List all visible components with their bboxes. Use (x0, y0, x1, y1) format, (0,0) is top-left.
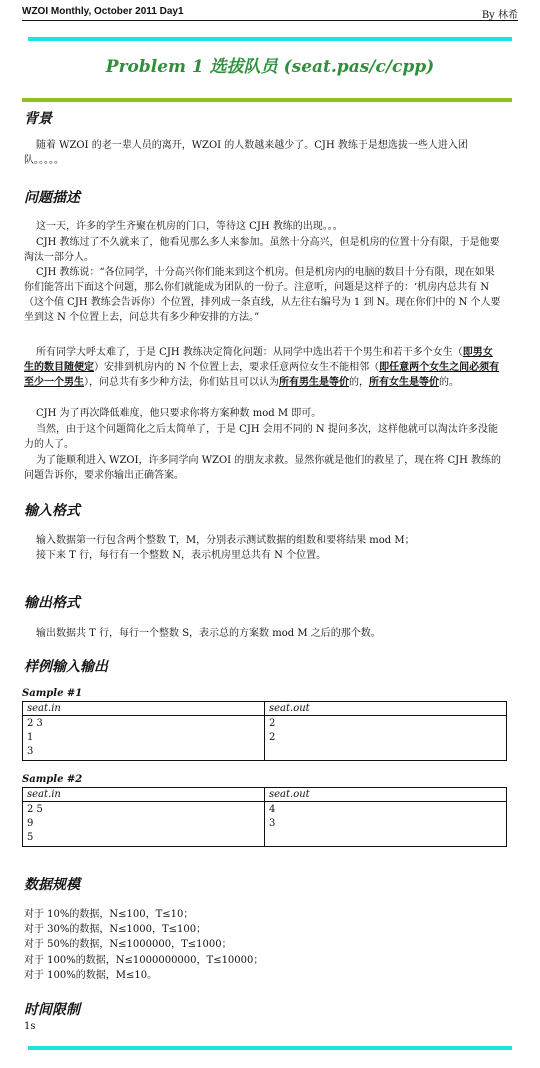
sample-2-in-line: 9 (27, 818, 34, 829)
description-p2: CJH 教练过了不久就来了，他看见那么多人来参加。虽然十分高兴，但是机房的位置十分有限，于是他要淘汰一部分人。 (24, 237, 500, 263)
section-heading-background: 背景 (24, 111, 52, 127)
output-line-1: 输出数据共 T 行，每行一个整数 S，表示总的方案数 mod M 之后的那个数。 (36, 628, 381, 639)
constraint-line: 对于 100%的数据，M≤10。 (24, 970, 158, 981)
p4-part-d: 的， (349, 377, 369, 388)
p4-emph-2: 即任意两个女生之间必须有至少一个男生 (24, 362, 500, 388)
p4-part-b: ）安排到机房内的 N 个位置上去，要求任意两位女生不能相邻（ (94, 362, 380, 373)
sample-2-table (22, 787, 507, 847)
section-heading-description: 问题描述 (24, 190, 80, 206)
sample-1-in-header: seat.in (23, 702, 265, 716)
sample-1-in-line: 3 (27, 746, 34, 757)
p4-emph-3: 所有男生是等价 (279, 377, 349, 388)
sample-2-in-line: 2 5 (27, 804, 43, 815)
sample-2-output-cell (265, 802, 507, 847)
sample-2-input-cell (23, 802, 265, 847)
p4-part-a: 所有同学大呼太难了，于是 CJH 教练决定简化问题：从同学中选出若干个男生和若干多个女生（ (36, 347, 463, 358)
sample-1-label: Sample #1 (22, 688, 83, 699)
sample-1-input-cell (23, 716, 265, 761)
sample-2-label: Sample #2 (22, 774, 83, 785)
problem-title: Problem 1 选拔队员 (seat.pas/c/cpp) (105, 57, 435, 77)
constraint-line: 对于 50%的数据，N≤1000000，T≤1000； (24, 939, 232, 950)
p4-emph-4: 所有女生是等价 (369, 377, 439, 388)
sample-2-out-line: 4 (269, 804, 276, 815)
section-heading-constraints: 数据规模 (24, 877, 80, 893)
description-p5: CJH 为了再次降低难度，他只要求你将方案种数 mod M 即可。 (36, 408, 322, 419)
sample-1-out-header: seat.out (265, 702, 507, 716)
constraint-line: 对于 100%的数据，N≤1000000000，T≤10000； (24, 955, 264, 966)
sample-2-in-line: 5 (27, 832, 34, 843)
section-heading-time-limit: 时间限制 (24, 1002, 80, 1018)
input-line-2: 接下来 T 行，每行有一个整数 N，表示机房里总共有 N 个位置。 (36, 550, 327, 561)
description-p7: 为了能顺利进入 WZOI，许多同学向 WZOI 的朋友求救。显然你就是他们的救星了，现在将 CJH 教练的问题告诉你，要求你输出正确答案。 (24, 455, 502, 481)
background-text: 随着 WZOI 的老一辈人员的离开，WZOI 的人数越来越少了。CJH 教练于是想选拔一些人进入团队。。。。。 (24, 140, 468, 166)
sample-1-out-line: 2 (269, 732, 276, 743)
header-rule (22, 20, 518, 21)
header-left: WZOI Monthly, October 2011 Day1 (22, 6, 184, 17)
sample-1-in-line: 1 (27, 732, 34, 743)
sample-2-in-header: seat.in (23, 788, 265, 802)
sample-1-out-line: 2 (269, 718, 276, 729)
description-p3: CJH 教练说：“各位同学，十分高兴你们能来到这个机房。但是机房内的电脑的数目十分有限，现在如果你们能答出下面这个问题，那么你们就能成为团队的一份子。注意听，问题是这样子的：‘机房内总共有 N（这个值 CJH 教练会告诉你）个位置，排列成一条直线，从左往右编号为 1 到 N。现在你们中的 N 个人要坐到这 N 个位置上去，问总共有多少种安排的方法。” (24, 267, 501, 323)
time-limit-value: 1s (24, 1021, 36, 1032)
description-p1: 这一天，许多的学生齐聚在机房的门口，等待这 CJH 教练的出现。。。 (36, 221, 343, 232)
sample-1-in-line: 2 3 (27, 718, 43, 729)
p4-part-e: 的。 (439, 377, 459, 388)
bottom-cyan-bar (28, 1046, 512, 1050)
title-green-bar (22, 98, 512, 102)
top-cyan-bar (28, 37, 512, 41)
section-heading-samples: 样例输入输出 (24, 659, 108, 675)
section-heading-input: 输入格式 (24, 503, 80, 519)
description-p6: 当然，由于这个问题简化之后太简单了，于是 CJH 会用不同的 N 提问多次，这样他就可以淘汰许多没能力的人了。 (24, 424, 498, 450)
description-p4 (24, 345, 502, 390)
sample-1-table (22, 701, 507, 761)
sample-2-out-header: seat.out (265, 788, 507, 802)
section-heading-output: 输出格式 (24, 595, 80, 611)
constraint-line: 对于 10%的数据，N≤100，T≤10； (24, 909, 194, 920)
p4-emph-1: 即男女生的数目随便定 (24, 347, 493, 373)
sample-1-output-cell (265, 716, 507, 761)
page-header (22, 4, 518, 20)
header-right: By 林希 (481, 10, 518, 21)
input-line-1: 输入数据第一行包含两个整数 T，M，分别表示测试数据的组数和要将结果 mod M； (36, 535, 415, 546)
p4-part-c: ），问总共有多少种方法，你们姑且可以认为 (84, 377, 279, 388)
constraint-line: 对于 30%的数据，N≤1000，T≤100； (24, 924, 207, 935)
sample-2-out-line: 3 (269, 818, 276, 829)
